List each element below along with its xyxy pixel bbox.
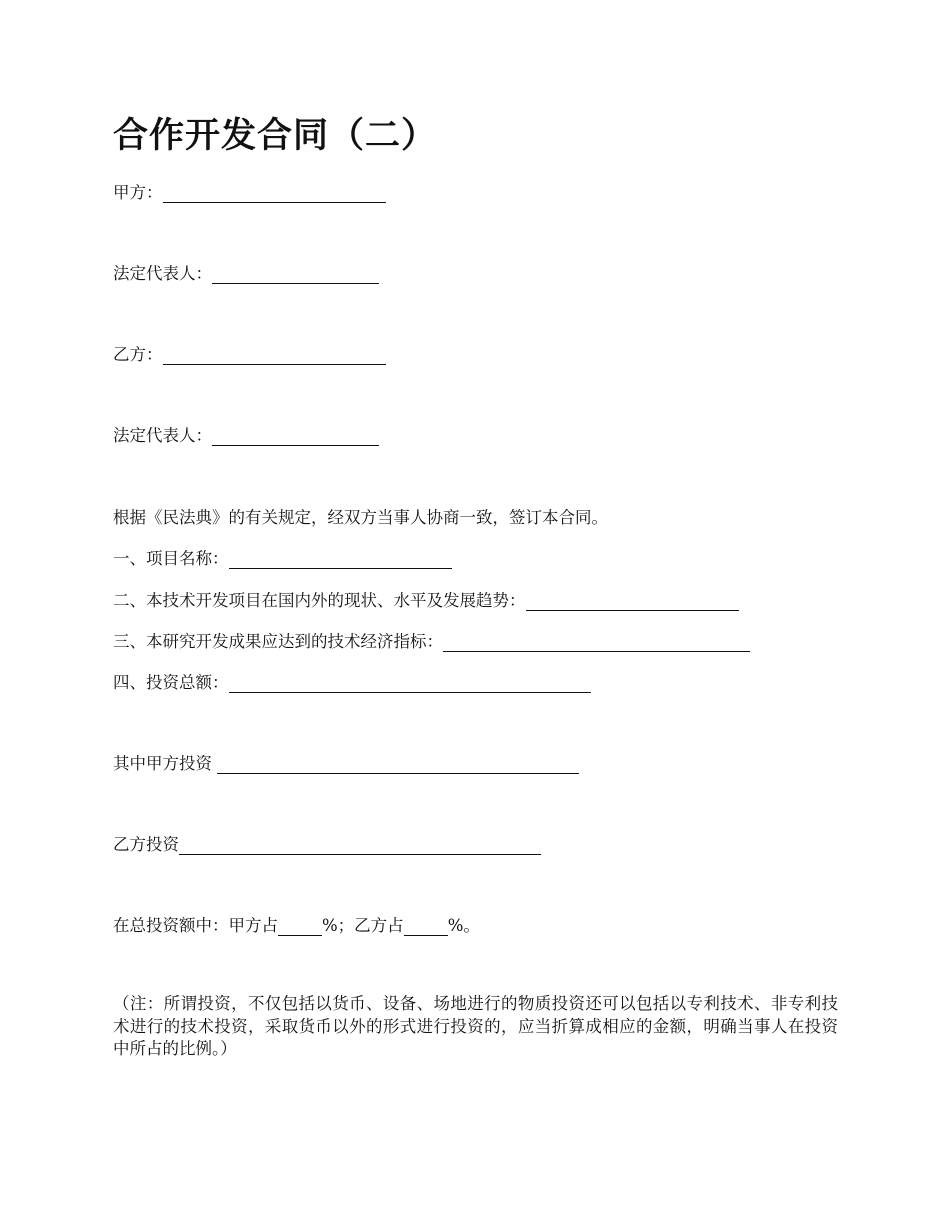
party-b-label: 乙方： bbox=[113, 345, 163, 364]
indicators-blank[interactable] bbox=[443, 633, 750, 652]
party-b-percent-blank[interactable] bbox=[404, 917, 448, 936]
ratio-suffix: %。 bbox=[447, 916, 480, 935]
party-b-rep-label: 法定代表人： bbox=[113, 426, 212, 445]
ratio-prefix: 在总投资额中：甲方占 bbox=[113, 916, 278, 935]
party-b-rep-line bbox=[113, 424, 379, 448]
ratio-middle: %；乙方占 bbox=[322, 916, 404, 935]
item4-line bbox=[113, 671, 591, 695]
party-a-label: 甲方： bbox=[113, 183, 163, 202]
party-b-investment-label: 乙方投资 bbox=[113, 835, 179, 854]
item2-line bbox=[113, 589, 739, 613]
project-name-blank[interactable] bbox=[229, 550, 452, 569]
investment-note: （注：所谓投资，不仅包括以货币、设备、场地进行的物质投资还可以包括以专利技术、非专利技术进行的技术投资，采取货币以外的形式进行投资的，应当折算成相应的金额，明确当事人在投资中所占的比例。） bbox=[113, 994, 838, 1058]
investment-ratio-line bbox=[113, 914, 480, 938]
intro-paragraph bbox=[113, 506, 608, 530]
party-a-investment-blank[interactable] bbox=[217, 755, 579, 774]
party-b-investment-blank[interactable] bbox=[179, 836, 541, 855]
party-b-investment-line bbox=[113, 833, 541, 857]
party-b-rep-blank[interactable] bbox=[212, 427, 379, 446]
total-investment-blank[interactable] bbox=[229, 674, 591, 693]
party-a-rep-blank[interactable] bbox=[212, 265, 379, 284]
item4-label: 四、投资总额： bbox=[113, 673, 229, 692]
item3-label: 三、本研究开发成果应达到的技术经济指标： bbox=[113, 632, 443, 651]
party-a-rep-label: 法定代表人： bbox=[113, 264, 212, 283]
item1-label: 一、项目名称： bbox=[113, 549, 229, 568]
party-b-blank[interactable] bbox=[163, 346, 386, 365]
item1-line bbox=[113, 547, 452, 571]
party-a-investment-label: 其中甲方投资 bbox=[113, 754, 218, 773]
party-b-line bbox=[113, 343, 386, 367]
intro-text: 根据《民法典》的有关规定，经双方当事人协商一致，签订本合同。 bbox=[113, 508, 608, 527]
item2-label: 二、本技术开发项目在国内外的现状、水平及发展趋势： bbox=[113, 591, 526, 610]
party-a-rep-line bbox=[113, 262, 379, 286]
status-trend-blank[interactable] bbox=[526, 592, 739, 611]
party-a-blank[interactable] bbox=[163, 184, 386, 203]
party-a-investment-line bbox=[113, 752, 579, 776]
party-a-line bbox=[113, 181, 386, 205]
item3-line bbox=[113, 630, 750, 654]
party-a-percent-blank[interactable] bbox=[278, 917, 322, 936]
document-title: 合作开发合同（二） bbox=[113, 116, 438, 156]
